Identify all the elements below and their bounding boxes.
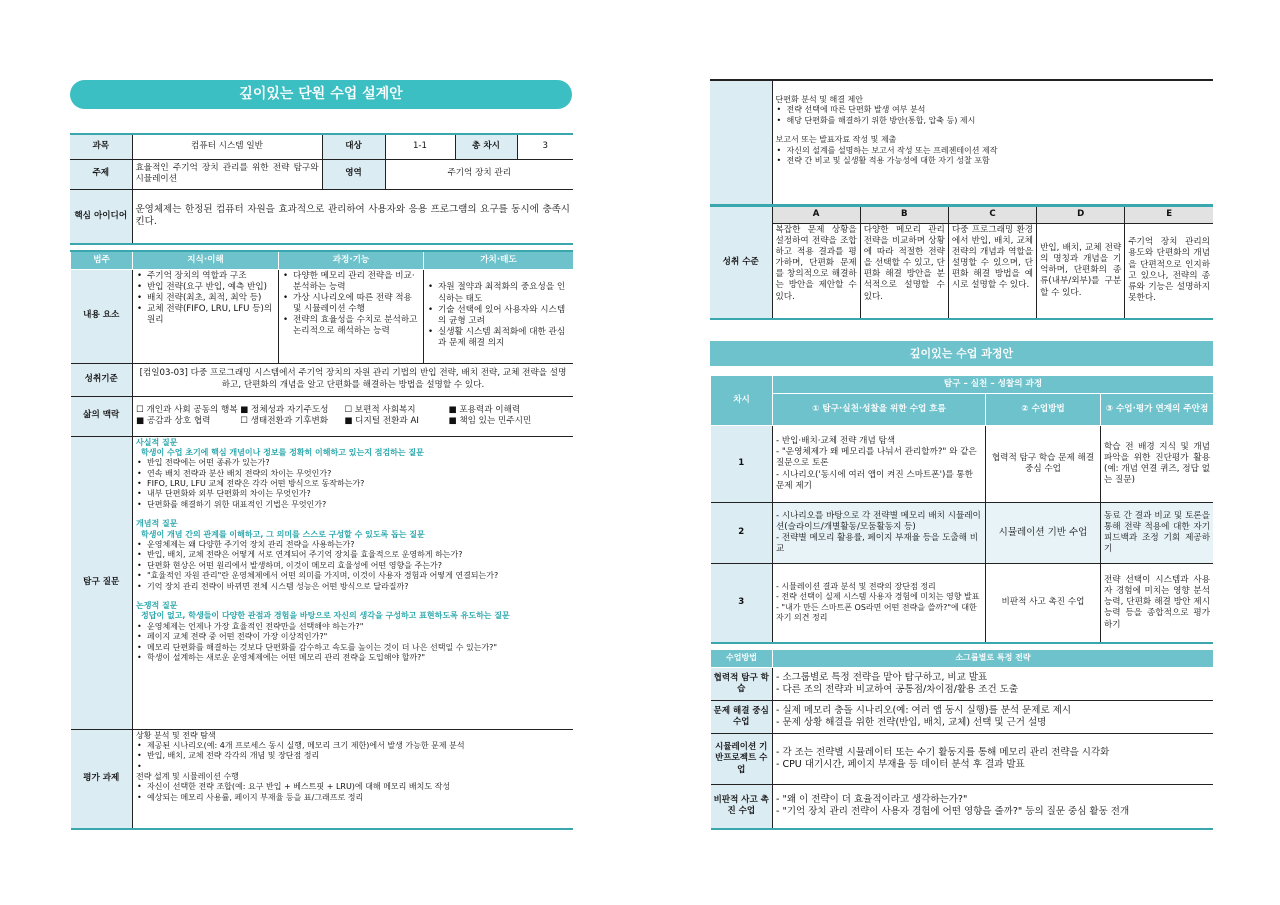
question-item: • 반입, 배치, 교체 전략은 어떻게 서로 연계되어 주기억 장치를 효율적으로 운영하게 하는가? xyxy=(136,550,570,560)
question-group-title: 사실적 질문 xyxy=(136,437,178,447)
list-item: • 배치 전략(최초, 최적, 최악 등) xyxy=(136,293,275,304)
context-label: 삶의 맥락 xyxy=(71,396,133,436)
list-item: • 기술 선택에 있어 사용자와 시스템의 균형 고려 xyxy=(427,305,570,327)
hours-label: 총 차시 xyxy=(455,134,517,159)
question-group-title: 개념적 질문 xyxy=(136,519,178,529)
values-list xyxy=(427,282,570,349)
task-item: • 전략 간 비교 및 실생활 적용 가능성에 대한 자기 성찰 포함 xyxy=(776,156,1211,166)
table-row xyxy=(711,426,1214,503)
header-method: ② 수업방법 xyxy=(986,394,1101,426)
list-item: • 실생활 시스템 최적화에 대한 관심과 문제 해결 의지 xyxy=(427,327,570,349)
design-table xyxy=(70,250,573,830)
list-item: • 자원 절약과 최적화의 중요성을 인식하는 태도 xyxy=(427,282,570,304)
eval-cell: 전략 선택이 시스템과 사용자 경험에 미치는 영향 분석 능력, 단편화 해결 방안 제시 능력 등을 종합적으로 평가하기 xyxy=(1101,564,1214,643)
content-label: 내용 요소 xyxy=(71,269,133,363)
question-group-desc: 학생이 개념 간의 관계를 이해하고, 그 의미를 스스로 구성할 수 있도록 돕는 질문 xyxy=(141,529,425,539)
standard-label: 성취기준 xyxy=(71,363,133,396)
grade-e-text: 주기억 장치 관리의 용도와 단편화의 개념을 단편적으로 인지하고 있으나, 전략의 종류와 기능은 설명하지 못한다. xyxy=(1125,223,1213,319)
grade-a-header: A xyxy=(772,206,860,223)
activity-line: - 시나리오를 바탕으로 각 전략별 메모리 배치 시뮬레이션(슬라이드/개별활동/모둠활동지 등) xyxy=(776,510,981,532)
question-item: • 단편화를 해결하기 위한 대표적인 기법은 무엇인가? xyxy=(136,500,570,510)
method-line: - 문제 상황 해결을 위한 전략(반입, 배치, 교체) 선택 및 근거 설명 xyxy=(776,717,1047,728)
table-row xyxy=(711,785,1214,829)
method-name: 비판적 사고 촉진 수업 xyxy=(711,785,773,829)
questions-label: 탐구 질문 xyxy=(71,436,133,729)
method-name: 협력적 탐구 학습 xyxy=(711,668,773,701)
question-group-desc: 학생이 수업 초기에 핵심 개념이나 정보를 정확히 이해하고 있는지 점검하는 질문 xyxy=(141,447,424,457)
tasks-continued-label xyxy=(710,80,772,205)
methods-table xyxy=(710,649,1213,830)
question-item: • 메모리 단편화를 해결하는 것보다 단편화를 감수하고 속도를 높이는 것이 더 나은 선택일 수 있는가?" xyxy=(136,643,570,653)
grade-e-header: E xyxy=(1125,206,1213,223)
context-item[interactable]: ■ 포용력과 이해력 xyxy=(448,404,521,415)
header-process: 탐구 – 실천 – 성찰의 과정 xyxy=(773,376,1214,394)
session-number: 2 xyxy=(711,503,773,564)
method-cell: 시뮬레이션 기반 수업 xyxy=(986,503,1101,564)
task-item: • 자신의 설계를 설명하는 보고서 작성 또는 프레젠테이션 제작 xyxy=(776,146,1211,156)
task-item: • 자신이 선택한 전략 조합(예: 요구 반입 + 베스트핏 + LRU)에 대해 메모리 배치도 작성 xyxy=(136,782,570,792)
session-number: 3 xyxy=(711,564,773,643)
method-line: - 소그룹별로 특정 전략을 맡아 탐구하고, 비교 발표 xyxy=(776,671,988,683)
question-item: • FIFO, LRU, LFU 교체 전략은 각각 어떤 방식으로 동작하는가? xyxy=(136,479,570,489)
task-item: • 전략 선택에 따른 단편화 발생 여부 분석 xyxy=(776,105,1211,115)
list-item: • 반입 전략(요구 반입, 예측 반입) xyxy=(136,282,275,293)
table-row xyxy=(711,734,1214,785)
task-item: • 예상되는 메모리 사용률, 페이지 부재율 등을 표/그래프로 정리 xyxy=(136,793,570,803)
task-item xyxy=(136,762,570,772)
tasks-continued-table xyxy=(710,79,1213,206)
method-line: - "기억 장치 관리 전략이 사용자 경험에 어떤 영향을 줄까?" 등의 질문 중심 활동 전개 xyxy=(776,806,1130,818)
standard-text: [컴일03-03] 다중 프로그래밍 시스템에서 주기억 장치의 자원 관리 기법의 반입 전략, 배치 전략, 교체 전략을 설명하고, 단편화의 개념을 알고 단편화를 해결하는 방법을 설명할 수 있다. xyxy=(133,363,574,396)
grade-d-header: D xyxy=(1037,206,1125,223)
activity-line: - 전략 선택이 실제 시스템 사용자 경험에 미치는 영향 발표 xyxy=(776,592,980,602)
process-table xyxy=(710,375,1213,644)
skills-list xyxy=(282,271,420,338)
question-item: • 페이지 교체 전략 중 어떤 전략이 가장 이상적인가?" xyxy=(136,632,570,642)
question-group-title: 논쟁적 질문 xyxy=(136,600,178,610)
grade-c-header: C xyxy=(948,206,1036,223)
grade-a-text: 복잡한 문제 상황을 설정하여 전략을 조합하고 적용 결과를 평가하며, 단편화 문제를 창의적으로 해결하는 방안을 제안할 수 있다. xyxy=(772,223,860,319)
table-row xyxy=(711,503,1214,564)
target-value: 1-1 xyxy=(385,134,455,159)
core-idea-label: 핵심 아이디어 xyxy=(70,189,132,244)
method-line: - 다른 조의 전략과 비교하여 공통점/차이점/활용 조건 도출 xyxy=(776,684,1019,695)
activity-line: - 시나리오('동시에 여러 앱이 켜진 스마트폰')를 통한 문제 제기 xyxy=(776,469,973,491)
question-item: • 단편화 현상은 어떤 원리에서 발생하며, 이것이 메모리 효율성에 어떤 영향을 주는가? xyxy=(136,561,570,571)
activity-line: - "운영체제가 왜 메모리를 나눠서 관리할까?" 와 같은 질문으로 토론 xyxy=(776,447,977,469)
header-knowledge: 지식·이해 xyxy=(133,251,279,269)
header-values: 가치·태도 xyxy=(424,251,574,269)
table-row xyxy=(711,668,1214,701)
context-checklist xyxy=(133,396,574,436)
grade-c-text: 다중 프로그래밍 환경에서 반입, 배치, 교체 전략의 개념과 역할을 설명할 수 있으며, 단편화 해결 방법을 예시로 설명할 수 있다. xyxy=(948,223,1036,319)
topic-label: 주제 xyxy=(70,159,132,189)
task-item: • 반입, 배치, 교체 전략 각각의 개념 및 장단점 정리 xyxy=(136,751,570,761)
header-activity: ① 탐구·실천·성찰을 위한 수업 흐름 xyxy=(773,394,986,426)
method-cell: 비판적 사고 촉진 수업 xyxy=(986,564,1101,643)
subject-label: 과목 xyxy=(70,134,132,159)
question-item: • 학생이 설계하는 새로운 운영체제에는 어떤 메모리 관리 전략을 도입해야 할까?" xyxy=(136,653,570,663)
task-group-title: 전략 설계 및 시뮬레이션 수행 xyxy=(136,772,239,782)
hours-value: 3 xyxy=(517,134,573,159)
question-item: • 기억 장치 관리 전략이 바뀌면 전체 시스템 성능은 어떤 방식으로 달라질까? xyxy=(136,582,570,592)
task-group-title: 단편화 분석 및 해결 제안 xyxy=(775,95,863,104)
list-item: • 전략의 효율성을 수치로 분석하고 논리적으로 해석하는 능력 xyxy=(282,315,420,337)
tasks-cell xyxy=(133,729,574,829)
header-method-desc: 소그룹별로 특정 전략 xyxy=(773,650,1214,668)
activity-line: - 시뮬레이션 결과 분석 및 전략의 장단점 정리 xyxy=(776,581,936,591)
process-banner: 깊이있는 수업 과정안 xyxy=(710,341,1213,366)
method-cell: 협력적 탐구 학습 문제 해결 중심 수업 xyxy=(986,426,1101,503)
context-item[interactable]: ■ 정체성과 자기주도성 xyxy=(240,404,329,415)
area-label: 영역 xyxy=(322,159,385,189)
context-item[interactable]: ☐ 개인과 사회 공동의 행복 xyxy=(136,404,238,415)
list-item: • 교체 전략(FIFO, LRU, LFU 등)의 원리 xyxy=(136,304,275,326)
question-item: • 운영체제는 왜 다양한 주기억 장치 관리 전략을 사용하는가? xyxy=(136,540,570,550)
question-item: • 내부 단편화와 외부 단편화의 차이는 무엇인가? xyxy=(136,489,570,499)
question-item: • "효율적인 자원 관리"란 운영체제에서 어떤 의미를 가지며, 이것이 사용자 경험과 어떻게 연결되는가? xyxy=(136,571,570,581)
activity-line: - 반입·배치·교체 전략 개념 탐색 xyxy=(776,436,896,447)
header-method: 수업방법 xyxy=(711,650,773,668)
tasks-continued-cell xyxy=(772,80,1213,205)
tasks-label: 평가 과제 xyxy=(71,729,133,829)
grade-d-text: 반입, 배치, 교체 전략의 명칭과 개념을 기억하며, 단편화의 종류(내부/외부)를 구분할 수 있다. xyxy=(1037,223,1125,319)
task-item: • 제공된 시나리오(예: 4개 프로세스 동시 실행, 메모리 크기 제한)에서 발생 가능한 문제 분석 xyxy=(136,741,570,751)
question-item: • 연속 배치 전략과 분산 배치 전략의 차이는 무엇인가? xyxy=(136,469,570,479)
task-item: • 해당 단편화를 해결하기 위한 방안(통합, 압축 등) 제시 xyxy=(776,116,1211,126)
method-line: - "왜 이 전략이 더 효율적이라고 생각하는가?" xyxy=(776,793,968,805)
activity-line: - 전략별 메모리 활용률, 페이지 부재율 등을 도출해 비교 xyxy=(776,533,979,555)
grade-b-text: 다양한 메모리 관리 전략을 비교하며 상황에 따라 적절한 전략을 선택할 수 있고, 단편화 해결 방안을 분석적으로 설명할 수 있다. xyxy=(860,223,948,319)
session-number: 1 xyxy=(711,426,773,503)
header-category: 범주 xyxy=(71,251,133,269)
info-table xyxy=(70,133,573,245)
achievement-level-table xyxy=(710,205,1213,320)
method-line: - 각 조는 전략별 시뮬레이터 또는 수기 활동지를 통해 메모리 관리 전략을 시각화 xyxy=(776,746,1110,758)
area-value: 주기억 장치 관리 xyxy=(385,159,573,189)
task-group-title: 상황 분석 및 전략 탐색 xyxy=(136,730,216,740)
context-item[interactable]: ■ 책임 있는 민주시민 xyxy=(448,416,532,426)
list-item: • 주기억 장치의 역할과 구조 xyxy=(136,271,275,282)
header-skills: 과정·기능 xyxy=(279,251,424,269)
context-item[interactable]: ■ 공감과 상호 협력 xyxy=(136,416,211,426)
context-item[interactable]: ☐ 보편적 사회복지 xyxy=(344,404,416,415)
core-idea-value: 운영체제는 한정된 컴퓨터 자원을 효과적으로 관리하여 사용자와 응용 프로그램의 요구를 동시에 충족시킨다. xyxy=(132,189,573,244)
method-name: 시뮬레이션 기반프로젝트 수업 xyxy=(711,734,773,785)
method-line: - 실제 메모리 충돌 시나리오(예: 여러 앱 동시 실행)를 분석 문제로 제시 xyxy=(776,704,1072,716)
topic-value: 효율적인 주기억 장치 관리를 위한 전략 탐구와 시뮬레이션 xyxy=(132,159,322,189)
knowledge-list xyxy=(136,271,275,327)
header-eval: ③ 수업·평가 연계의 주안점 xyxy=(1101,394,1214,426)
questions-cell xyxy=(133,436,574,729)
header-session: 차시 xyxy=(711,376,773,426)
task-group-title: 보고서 또는 발표자료 작성 및 제출 xyxy=(775,135,897,145)
grade-b-header: B xyxy=(860,206,948,223)
activity-line: - "내가 만든 스마트폰 OS라면 어떤 전략을 쓸까?"에 대한 자기 의견 정리 xyxy=(776,602,977,623)
eval-cell: 동료 간 결과 비교 및 토론을 통해 전략 적용에 대한 자기 피드백과 조정 기회 제공하기 xyxy=(1101,503,1214,564)
document-title: 깊이있는 단원 수업 설계안 xyxy=(70,80,572,109)
question-item: • 반입 전략에는 어떤 종류가 있는가? xyxy=(136,458,570,468)
list-item: • 가상 시나리오에 따른 전략 적용 및 시뮬레이션 수행 xyxy=(282,293,420,315)
context-item[interactable]: ■ 디지털 전환과 AI xyxy=(344,416,419,426)
eval-cell: 학습 전 배경 지식 및 개념 파악을 위한 진단평가 활용 (예: 개념 연결 퀴즈, 정답 없는 질문) xyxy=(1101,426,1214,503)
question-item: • 운영체제는 언제나 가장 효율적인 전략만을 선택해야 하는가?" xyxy=(136,622,570,632)
list-item: • 다양한 메모리 관리 전략을 비교·분석하는 능력 xyxy=(282,271,420,293)
method-line: - CPU 대기시간, 페이지 부재율 등 데이터 분석 후 결과 발표 xyxy=(776,759,1025,770)
question-group-desc: 정답이 없고, 학생들이 다양한 관점과 경험을 바탕으로 자신의 생각을 구성하고 표현하도록 유도하는 질문 xyxy=(141,611,510,621)
table-row xyxy=(711,564,1214,643)
levels-label: 성취 수준 xyxy=(710,206,772,319)
table-row xyxy=(711,701,1214,734)
method-name: 문제 해결 중심 수업 xyxy=(711,701,773,734)
subject-value: 컴퓨터 시스템 일반 xyxy=(132,134,322,159)
context-item[interactable]: ☐ 생태전환과 기후변화 xyxy=(240,416,329,426)
target-label: 대상 xyxy=(322,134,385,159)
